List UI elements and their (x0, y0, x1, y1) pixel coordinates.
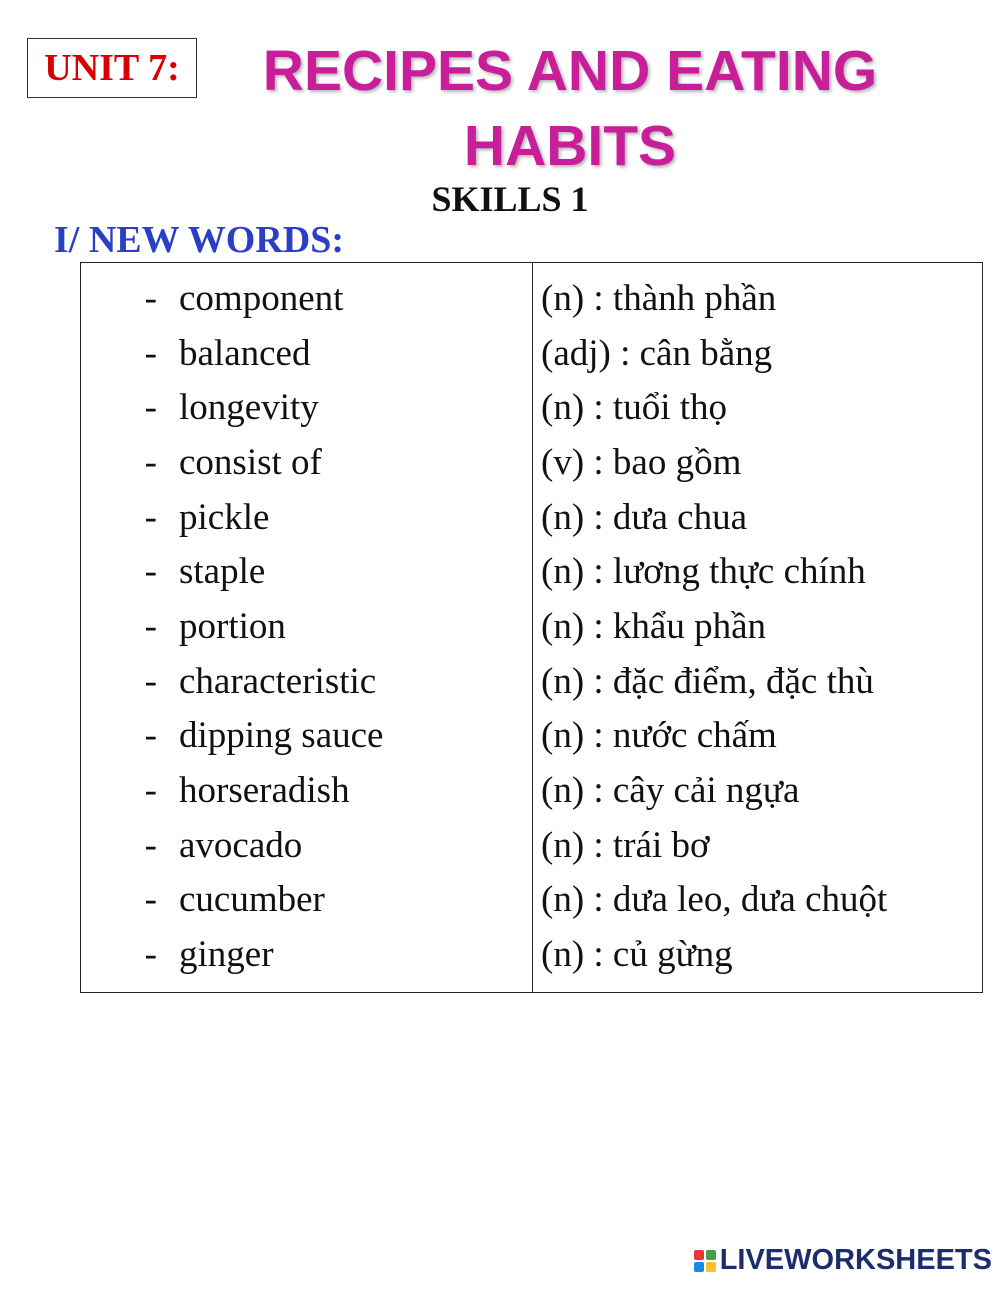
page-subtitle: SKILLS 1 (431, 179, 589, 219)
unit-label: UNIT 7: (27, 38, 197, 98)
bullet-dash: - (144, 824, 157, 866)
vocab-word: ginger (179, 934, 274, 976)
title-line-2: HABITS (463, 114, 677, 178)
brand-footer (694, 1244, 992, 1277)
vocab-meaning-row (533, 380, 982, 435)
vocab-meaning: (n) : dưa chua (541, 496, 747, 538)
vocab-word: horseradish (179, 770, 350, 812)
bullet-dash: - (144, 496, 157, 538)
vocab-meaning-row (533, 927, 982, 982)
bullet-dash: - (144, 660, 157, 702)
words-column (81, 263, 533, 992)
page-title (200, 34, 940, 184)
vocab-word: pickle (179, 496, 270, 538)
vocab-word: characteristic (179, 660, 377, 702)
bullet-dash: - (144, 332, 157, 374)
bullet-dash: - (144, 551, 157, 593)
vocab-meaning: (n) : củ gừng (541, 934, 733, 976)
vocab-meaning: (n) : nước chấm (541, 715, 777, 757)
vocab-meaning: (n) : thành phần (541, 277, 777, 319)
section-heading: I/ NEW WORDS: (54, 219, 344, 261)
vocab-word-row (81, 435, 532, 490)
vocab-meaning-row (533, 709, 982, 764)
bullet-dash: - (144, 277, 157, 319)
vocab-word: portion (179, 605, 286, 647)
bullet-dash: - (144, 387, 157, 429)
vocab-meaning: (n) : lương thực chính (541, 551, 866, 593)
vocabulary-table (80, 262, 983, 993)
vocab-word-row (81, 599, 532, 654)
vocab-word: cucumber (179, 879, 325, 921)
vocab-meaning: (n) : cây cải ngựa (541, 770, 800, 812)
vocab-meaning-row (533, 818, 982, 873)
vocab-meaning: (n) : tuổi thọ (541, 387, 728, 429)
vocab-meaning: (n) : dưa leo, dưa chuột (541, 879, 888, 921)
vocab-meaning-row (533, 544, 982, 599)
vocab-word-row (81, 490, 532, 545)
vocab-word-row (81, 873, 532, 928)
brand-name: LIVEWORKSHEETS (719, 1244, 992, 1276)
vocab-word-row (81, 326, 532, 381)
vocab-word-row (81, 927, 532, 982)
vocab-meaning-row (533, 654, 982, 709)
vocab-meaning: (n) : khẩu phần (541, 605, 767, 647)
vocab-meaning-row (533, 326, 982, 381)
vocab-word: staple (179, 551, 266, 593)
bullet-dash: - (144, 770, 157, 812)
bullet-dash: - (144, 879, 157, 921)
vocab-meaning-row (533, 599, 982, 654)
vocab-word-row (81, 654, 532, 709)
logo-square (694, 1250, 704, 1260)
vocab-word-row (81, 380, 532, 435)
bullet-dash: - (144, 605, 157, 647)
title-line-1: RECIPES AND EATING (262, 39, 878, 103)
vocab-meaning-row (533, 271, 982, 326)
logo-square (706, 1250, 716, 1260)
vocab-meaning: (v) : bao gồm (541, 441, 742, 483)
meanings-column (533, 263, 982, 992)
vocab-meaning: (n) : đặc điểm, đặc thù (541, 660, 874, 702)
logo-square (706, 1262, 716, 1272)
vocab-meaning-row (533, 435, 982, 490)
bullet-dash: - (144, 441, 157, 483)
vocab-word-row (81, 271, 532, 326)
bullet-dash: - (144, 715, 157, 757)
vocab-word-row (81, 544, 532, 599)
vocab-word: component (179, 277, 344, 319)
vocab-word: consist of (179, 441, 322, 483)
logo-square (694, 1262, 704, 1272)
liveworksheets-logo-icon (694, 1250, 716, 1272)
vocab-meaning: (adj) : cân bằng (541, 332, 773, 374)
vocab-word-row (81, 818, 532, 873)
vocab-word: avocado (179, 824, 303, 866)
vocab-word: dipping sauce (179, 715, 384, 757)
vocab-meaning-row (533, 873, 982, 928)
vocab-meaning-row (533, 763, 982, 818)
bullet-dash: - (144, 934, 157, 976)
vocab-word-row (81, 763, 532, 818)
vocab-word: balanced (179, 332, 311, 374)
vocab-meaning: (n) : trái bơ (541, 824, 710, 866)
vocab-word-row (81, 709, 532, 764)
vocab-word: longevity (179, 387, 319, 429)
vocab-meaning-row (533, 490, 982, 545)
